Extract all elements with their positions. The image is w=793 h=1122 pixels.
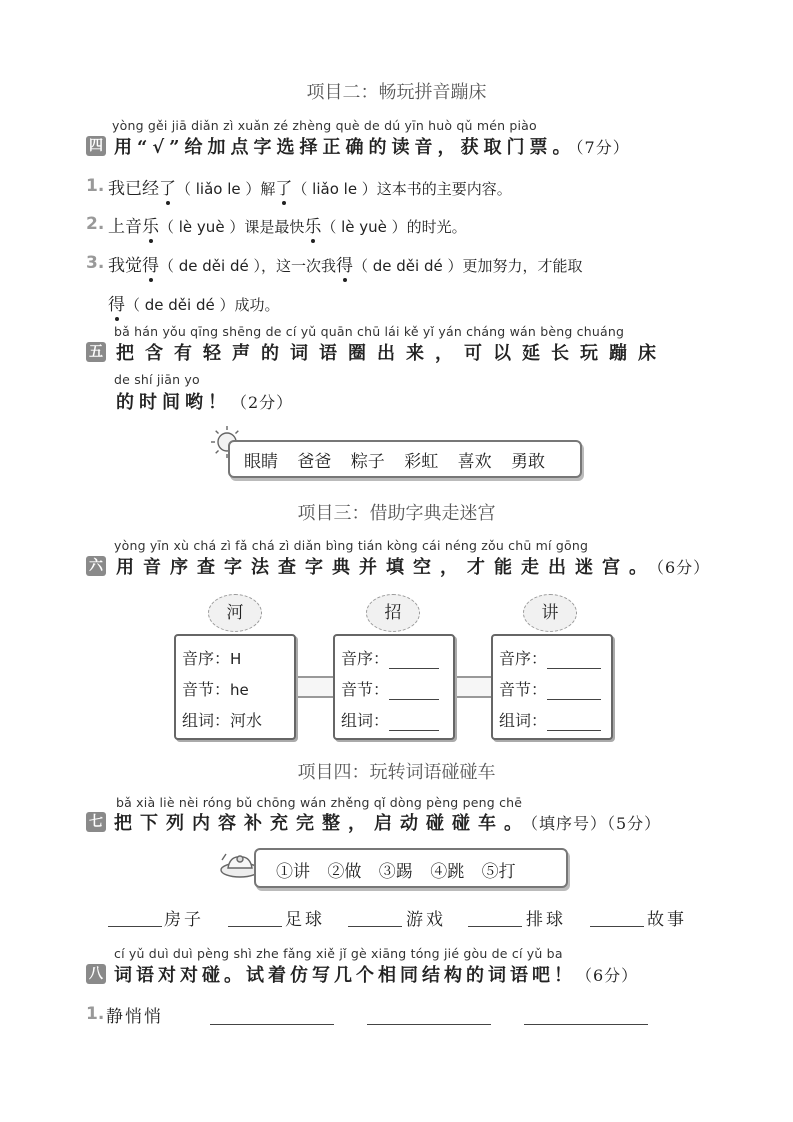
q4-item-3-dotted-char-3: 得 xyxy=(108,290,125,315)
card-row xyxy=(182,677,249,700)
q6-instruction xyxy=(116,553,710,579)
word-option[interactable]: 勇敢 xyxy=(511,452,546,472)
q4-item-3-text-a: 我觉 xyxy=(108,256,142,276)
q4-pinyin: yòng gěi jiā diǎn zì xuǎn zé zhèng què de dú yīn huò qǔ mén piào xyxy=(112,118,537,133)
q4-item-3-dotted-char-1: 得 xyxy=(142,251,159,276)
q4-item-1-dotted-char-1: 了 xyxy=(159,174,176,199)
char-bubble-he: 河 xyxy=(208,594,262,632)
card-value: H xyxy=(230,650,242,668)
card-row xyxy=(341,708,439,731)
card-label: 音节： xyxy=(499,680,548,699)
q7-pinyin: bǎ xià liè nèi róng bǔ chōng wán zhěng qǐ dòng pèng peng chē xyxy=(116,795,523,810)
q5-instruction-text-2: 的时间哟！ xyxy=(116,392,231,413)
q4-item-1-text-a: 我已经 xyxy=(108,179,159,199)
dictionary-card-zhao xyxy=(333,634,455,740)
q8-item-1-number: 1. xyxy=(86,1004,105,1024)
card-label: 音节： xyxy=(182,680,231,699)
q6-score: （6分） xyxy=(656,558,711,577)
q4-instruction-text: 用“√”给加点字选择正确的读音，获取门票。 xyxy=(114,137,576,158)
card-label: 音序： xyxy=(182,649,231,668)
q4-item-2-options-2[interactable]: （ lè yuè ）的时光。 xyxy=(321,218,467,236)
fill-word: 游戏 xyxy=(406,910,446,930)
q5-pinyin-2: de shí jiān yo xyxy=(114,372,200,387)
card-label: 组词： xyxy=(341,711,390,730)
answer-blank[interactable] xyxy=(389,652,439,669)
fill-blank[interactable] xyxy=(590,925,644,927)
q4-item-2-dotted-char-2: 乐 xyxy=(304,212,321,237)
card-row xyxy=(341,677,439,700)
q7-number-badge: 七 xyxy=(86,812,106,832)
q4-item-1-dotted-char-2: 了 xyxy=(275,174,292,199)
char-bubble-jiang: 讲 xyxy=(523,594,577,632)
q8-instruction xyxy=(114,961,638,987)
answer-blank[interactable] xyxy=(389,683,439,700)
fill-blank[interactable] xyxy=(108,925,162,927)
card-label: 组词： xyxy=(182,711,231,730)
fill-word: 足球 xyxy=(285,910,325,930)
word-option[interactable]: 眼睛 xyxy=(244,452,278,472)
fill-blank[interactable] xyxy=(348,925,402,927)
fill-word: 房子 xyxy=(164,910,204,930)
card-label: 音节： xyxy=(341,680,390,699)
q6-instruction-text: 用音序查字法查字典并填空，才能走出迷宫。 xyxy=(116,557,656,578)
fill-blank[interactable] xyxy=(367,1023,491,1025)
q5-instruction-line-1: 把含有轻声的词语圈出来，可以延长玩蹦床 xyxy=(116,343,667,364)
q4-item-3-options-2[interactable]: （ de děi dé ）更加努力，才能取 xyxy=(353,257,583,275)
answer-blank[interactable] xyxy=(389,714,439,731)
fill-blank[interactable] xyxy=(210,1023,334,1025)
q8-number-badge: 八 xyxy=(86,964,106,984)
q8-score: （6分） xyxy=(576,966,639,985)
q6-pinyin: yòng yīn xù chá zì fǎ chá zì diǎn bìng tián kòng cái néng zǒu chū mí gōng xyxy=(114,538,589,553)
answer-blank[interactable] xyxy=(547,683,601,700)
maze-connector xyxy=(293,676,335,698)
fill-blank[interactable] xyxy=(524,1023,648,1025)
q6-number-badge: 六 xyxy=(86,556,106,576)
q4-item-2-options-1[interactable]: （ lè yuè ）课是最快 xyxy=(159,218,305,236)
q4-score: （7分） xyxy=(575,138,630,157)
q7-instruction xyxy=(114,809,661,835)
q5-instruction-line-2 xyxy=(116,388,293,414)
q5-pinyin-1: bǎ hán yǒu qīng shēng de cí yǔ quān chū lái kě yǐ yán cháng wán bèng chuáng xyxy=(114,324,625,339)
q4-item-1-options-1[interactable]: （ liǎo le ）解 xyxy=(176,180,276,198)
q4-item-3-options-1[interactable]: （ de děi dé ），这一次我 xyxy=(159,257,336,275)
dictionary-card-he xyxy=(174,634,296,740)
section-title-4: 项目四：玩转词语碰碰车 xyxy=(297,762,496,783)
q7-instruction-text: 把下列内容补充完整，启动碰碰车。 xyxy=(114,813,530,834)
word-option[interactable]: 爸爸 xyxy=(297,452,332,472)
fill-blank[interactable] xyxy=(468,925,522,927)
q4-item-3-dotted-char-2: 得 xyxy=(336,251,353,276)
card-label: 音序： xyxy=(341,649,390,668)
q4-item-2-text-a: 上音 xyxy=(108,217,142,237)
q7-choice-box xyxy=(254,848,568,888)
dictionary-card-jiang xyxy=(491,634,613,740)
q4-item-3 xyxy=(108,251,583,276)
q4-item-2 xyxy=(108,212,467,237)
q5-number-badge: 五 xyxy=(86,342,106,362)
card-label: 音序： xyxy=(499,649,548,668)
q5-score: （2分） xyxy=(231,393,294,412)
answer-blank[interactable] xyxy=(547,652,601,669)
card-row xyxy=(182,708,262,731)
q4-item-3-options-3[interactable]: （ de děi dé ）成功。 xyxy=(125,296,280,314)
card-row xyxy=(341,646,439,669)
q8-pinyin: cí yǔ duì duì pèng shì zhe fǎng xiě jǐ gè xiāng tóng jié gòu de cí yǔ ba xyxy=(114,946,563,961)
q4-item-1-number: 1. xyxy=(86,176,105,196)
fill-word: 故事 xyxy=(647,910,687,930)
fill-word: 排球 xyxy=(526,910,566,930)
q4-instruction xyxy=(114,133,630,159)
q5-word-box xyxy=(228,440,582,478)
card-value: he xyxy=(230,681,249,699)
q4-item-2-dotted-char-1: 乐 xyxy=(142,212,159,237)
answer-blank[interactable] xyxy=(547,714,601,731)
q8-instruction-text: 词语对对碰。试着仿写几个相同结构的词语吧！ xyxy=(114,965,576,986)
section-title-3: 项目三：借助字典走迷宫 xyxy=(297,503,496,524)
q8-item-1-word: 静悄悄 xyxy=(106,1007,163,1027)
word-option[interactable]: 彩虹 xyxy=(404,452,439,472)
q4-item-3-line-2 xyxy=(108,290,280,315)
q5-word-row xyxy=(244,447,545,472)
q4-item-3-number: 3. xyxy=(86,253,105,273)
char-bubble-zhao: 招 xyxy=(366,594,420,632)
section-title-2: 项目二：畅玩拼音蹦床 xyxy=(306,82,487,103)
card-value: 河水 xyxy=(230,711,263,730)
maze-connector xyxy=(449,676,491,698)
card-row xyxy=(499,646,601,669)
card-row xyxy=(499,708,601,731)
q4-item-1 xyxy=(108,174,512,199)
card-label: 组词： xyxy=(499,711,548,730)
q4-item-1-options-2[interactable]: （ liǎo le ）这本书的主要内容。 xyxy=(292,180,512,198)
q4-item-2-number: 2. xyxy=(86,214,105,234)
card-row xyxy=(499,677,601,700)
q7-choices: ①讲 ②做 ③踢 ④跳 ⑤打 xyxy=(276,862,516,882)
q4-number-badge: 四 xyxy=(86,136,106,156)
q7-score: （填序号）（5分） xyxy=(530,814,662,833)
word-option[interactable]: 喜欢 xyxy=(457,452,492,472)
card-row xyxy=(182,646,241,669)
fill-blank[interactable] xyxy=(228,925,282,927)
word-option[interactable]: 粽子 xyxy=(350,452,385,472)
